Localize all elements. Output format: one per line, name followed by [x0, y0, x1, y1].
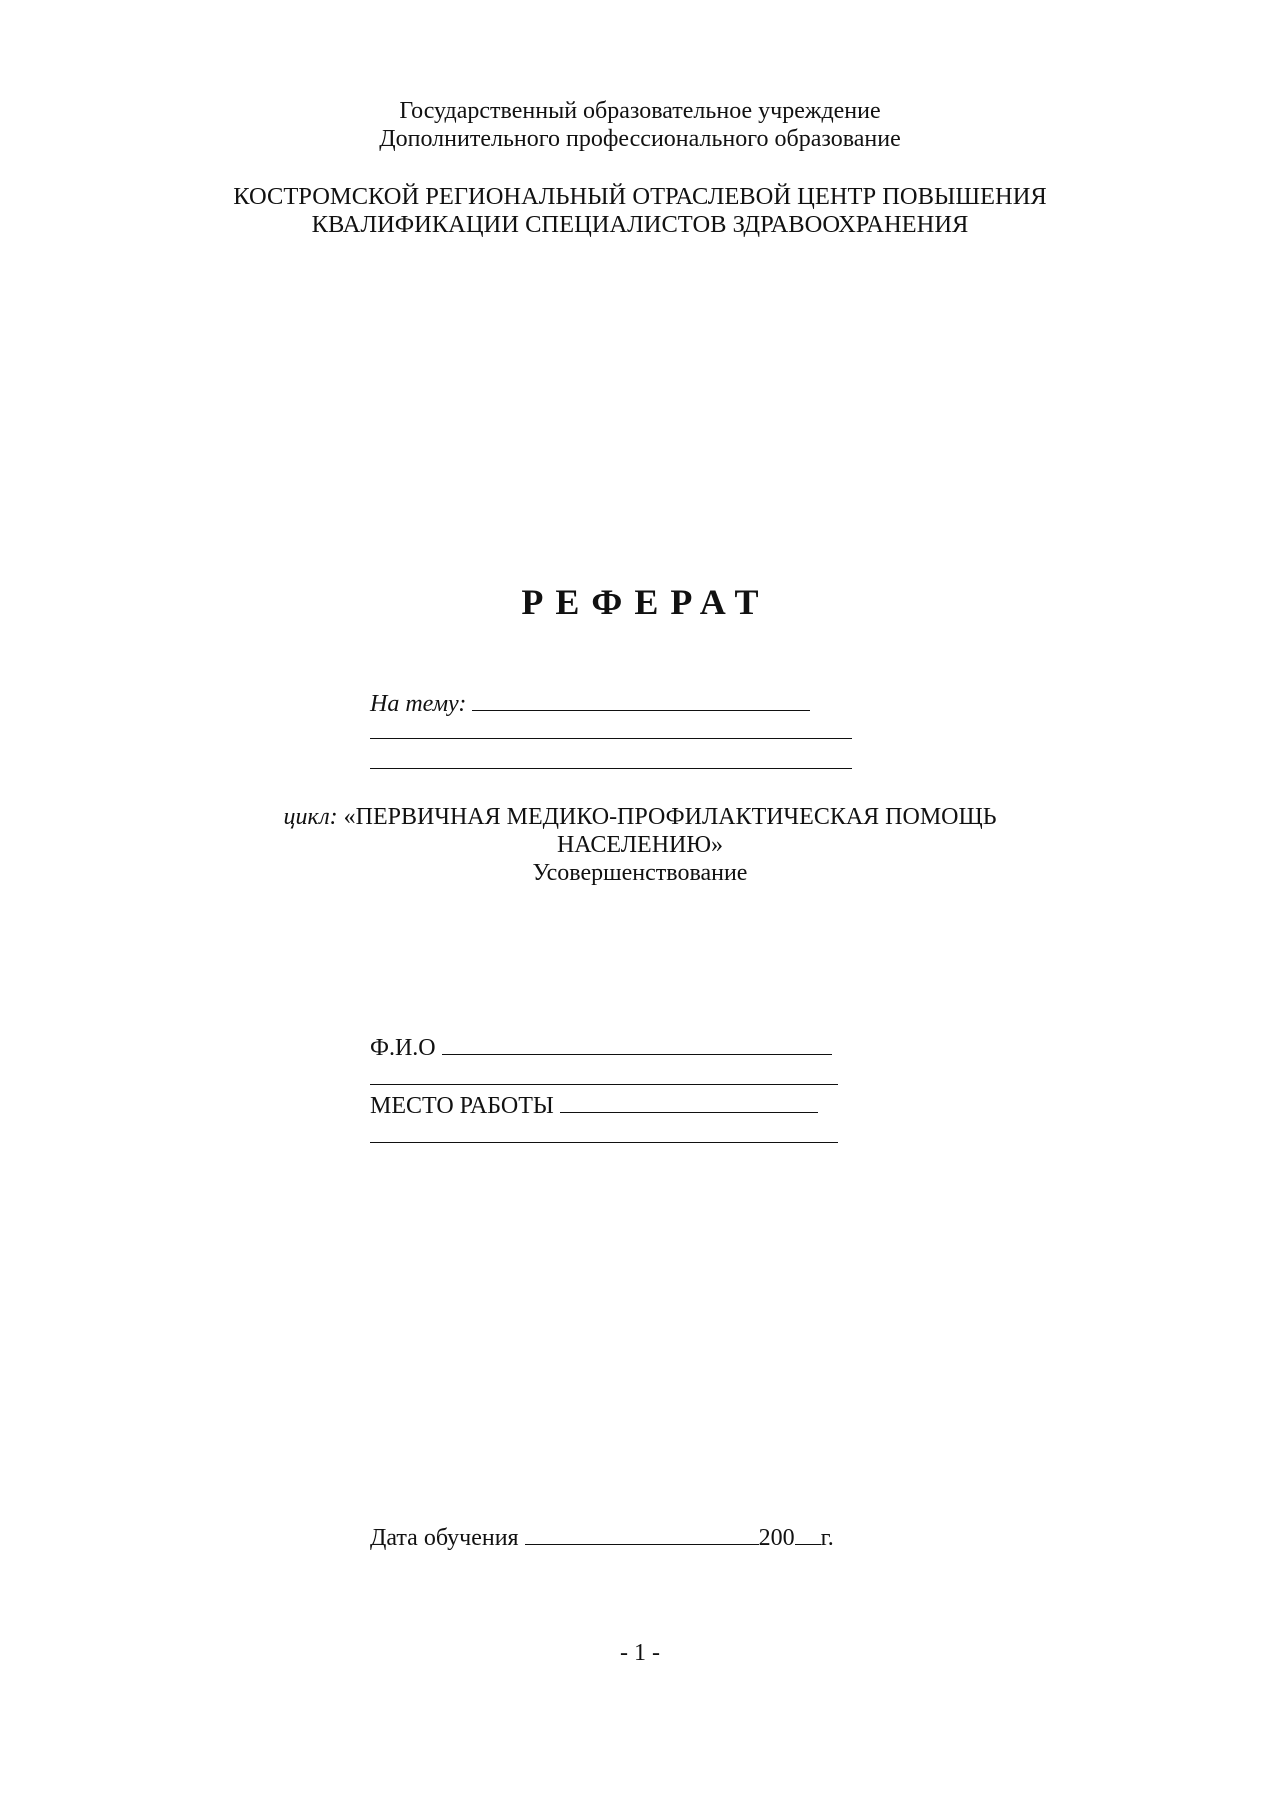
- cycle-name-line-2: НАСЕЛЕНИЮ»: [556, 832, 724, 858]
- name-blank[interactable]: [442, 1032, 832, 1055]
- workplace-blank-line-2[interactable]: [370, 1142, 838, 1143]
- page-number: - 1 -: [620, 1640, 660, 1666]
- date-year-suffix: г.: [820, 1525, 834, 1551]
- cycle-label: цикл:: [283, 804, 338, 830]
- cycle-line: [0, 802, 1280, 832]
- workplace-line: [370, 1090, 818, 1121]
- organization-line-1: КОСТРОМСКОЙ РЕГИОНАЛЬНЫЙ ОТРАСЛЕВОЙ ЦЕНТР ПОВЫШЕНИЯ: [233, 183, 1047, 210]
- topic-label: На тему:: [370, 691, 467, 717]
- date-year-prefix: 200: [758, 1525, 795, 1551]
- topic-blank[interactable]: [472, 688, 810, 711]
- name-line: [370, 1032, 832, 1063]
- institution-line-1: Государственный образовательное учреждение: [399, 98, 881, 124]
- workplace-blank[interactable]: [560, 1090, 818, 1113]
- topic-blank-line-2[interactable]: [370, 738, 852, 739]
- institution-line-2: Дополнительного профессионального образование: [379, 126, 901, 152]
- organization-line-2: КВАЛИФИКАЦИИ СПЕЦИАЛИСТОВ ЗДРАВООХРАНЕНИЯ: [311, 211, 969, 238]
- date-line: [370, 1522, 834, 1553]
- cycle-type: Усовершенствование: [532, 860, 748, 886]
- topic-blank-line-3[interactable]: [370, 768, 852, 769]
- year-blank[interactable]: [795, 1522, 821, 1545]
- date-blank[interactable]: [525, 1522, 759, 1545]
- document-title: РЕФЕРАТ: [521, 582, 771, 622]
- cycle-name-line-1: «ПЕРВИЧНАЯ МЕДИКО-ПРОФИЛАКТИЧЕСКАЯ ПОМОЩЬ: [343, 804, 997, 830]
- name-blank-line-2[interactable]: [370, 1084, 838, 1085]
- name-label: Ф.И.О: [370, 1035, 436, 1061]
- date-label: Дата обучения: [370, 1525, 519, 1551]
- workplace-label: МЕСТО РАБОТЫ: [370, 1093, 554, 1119]
- topic-line: [370, 688, 810, 719]
